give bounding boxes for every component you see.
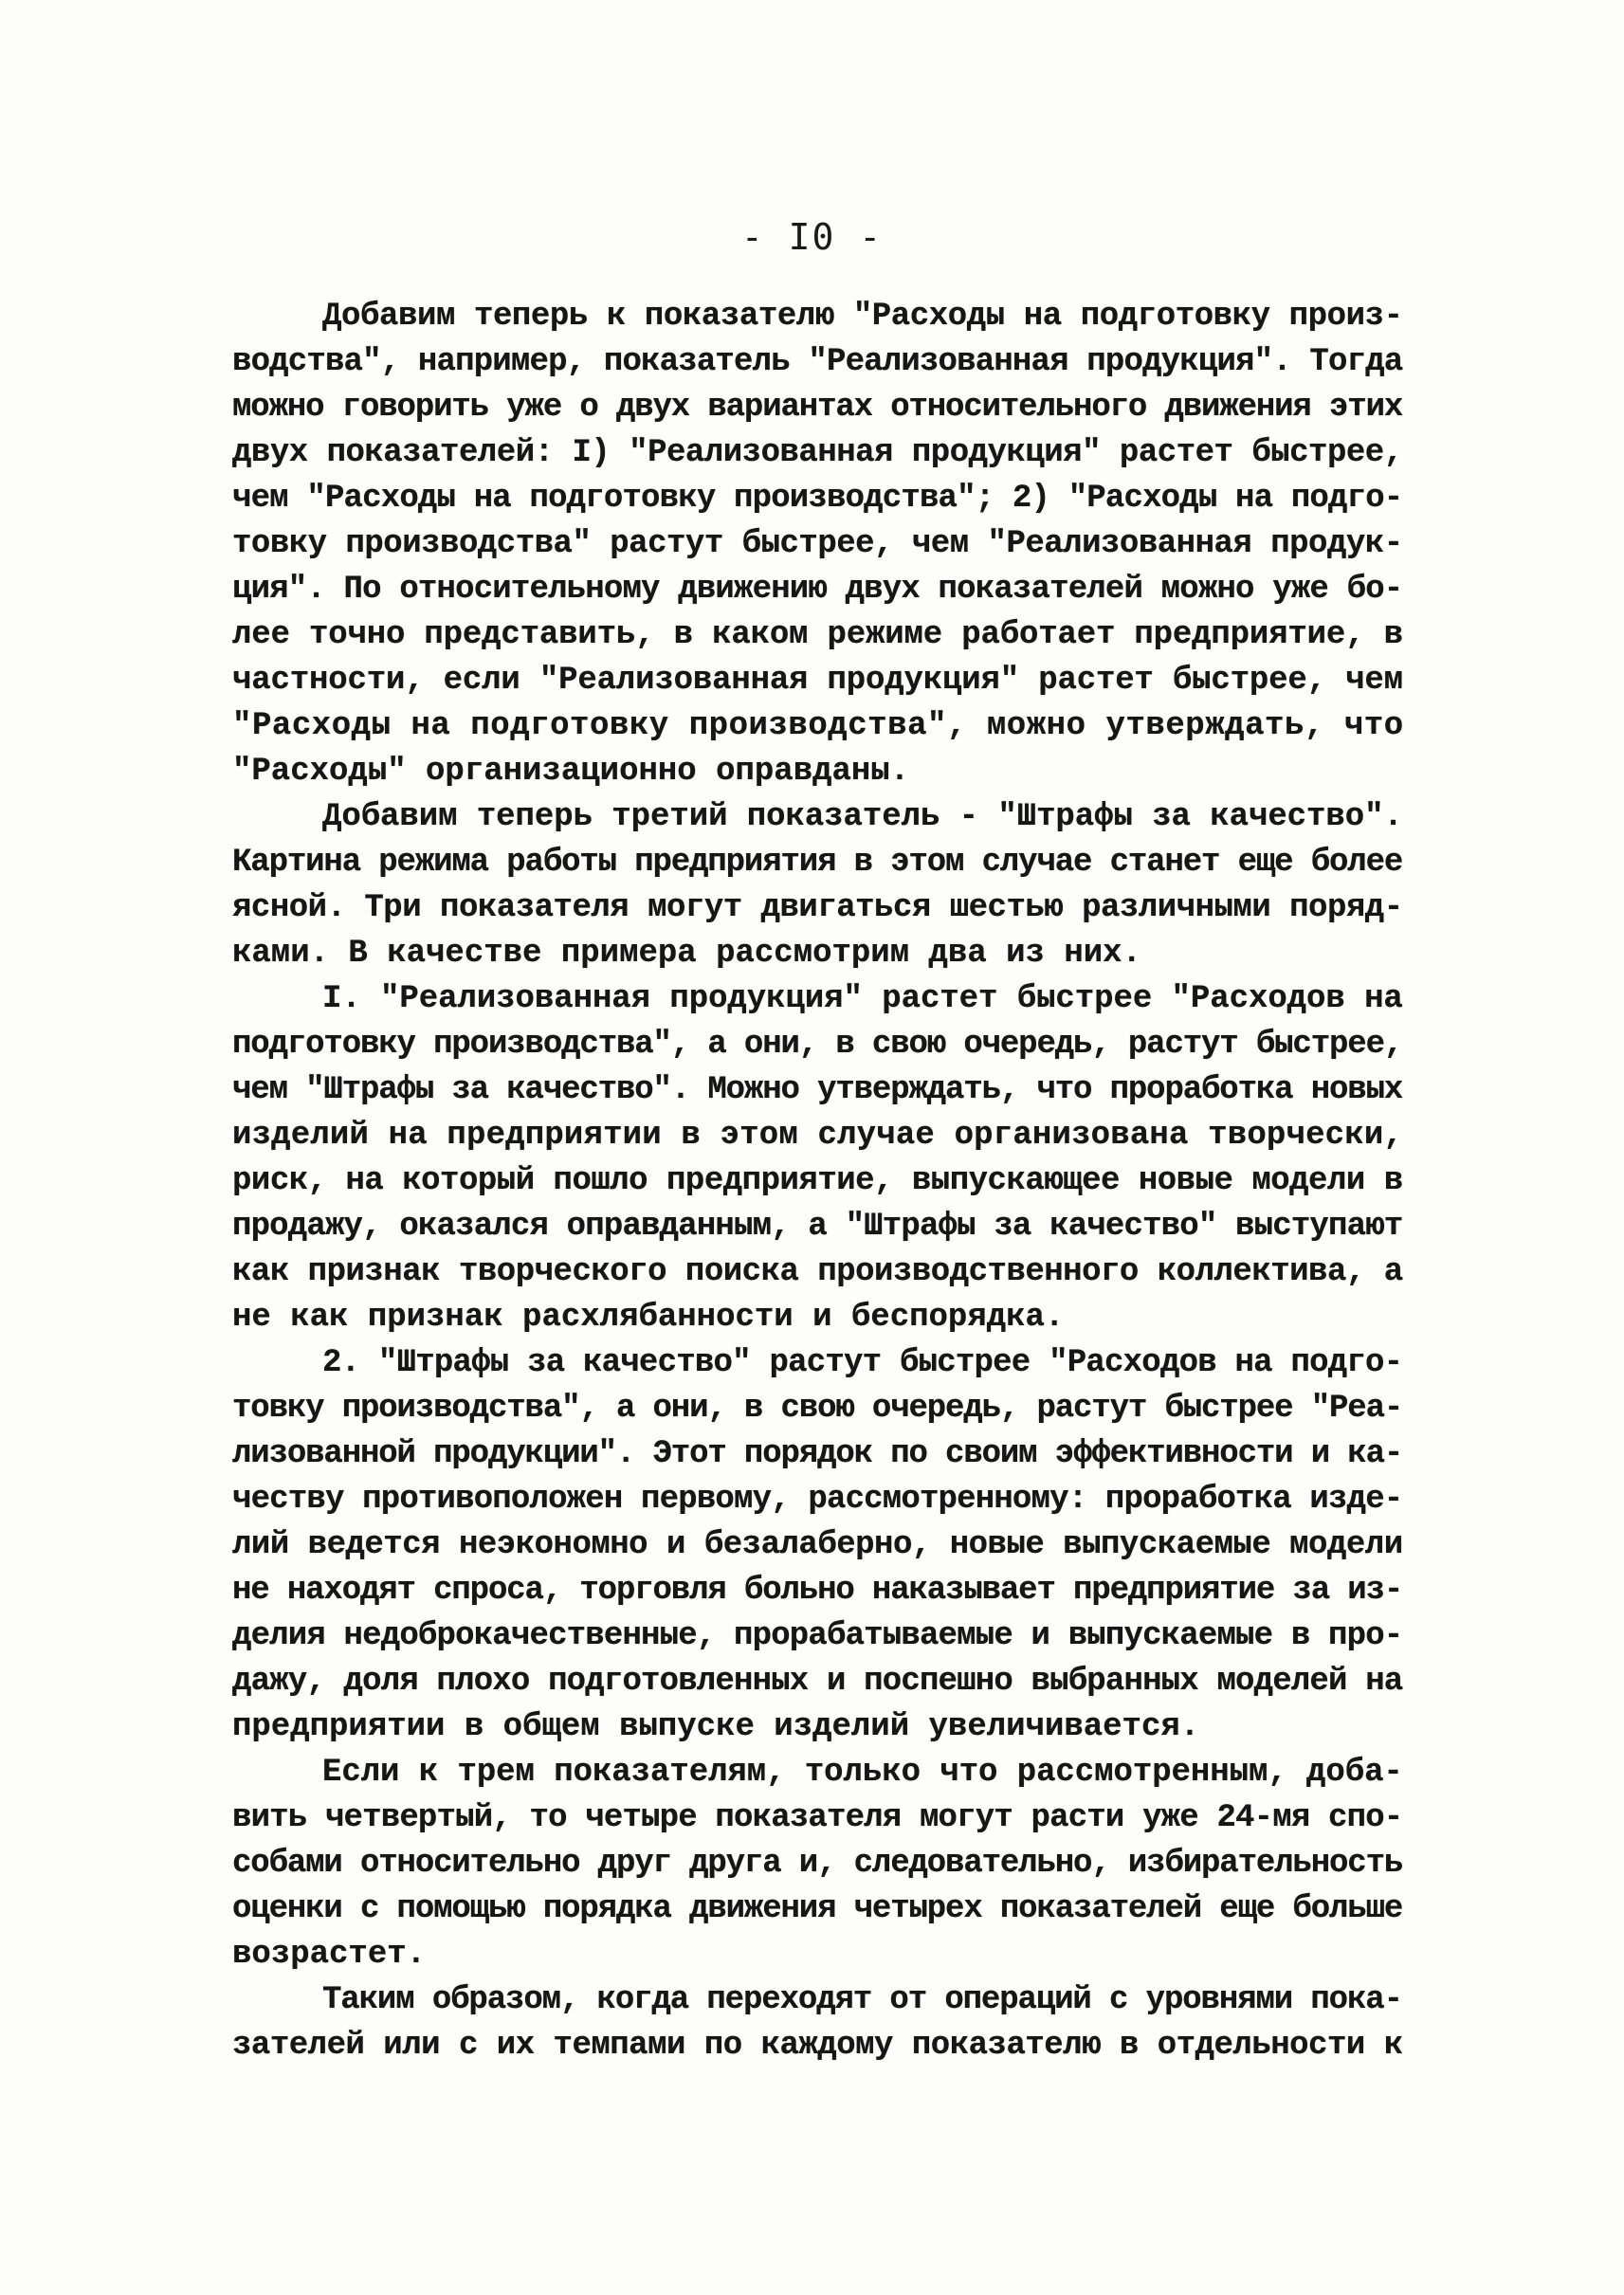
text-line: дажу, доля плохо подготовленных и поспешно выбранных моделей на — [232, 1664, 1403, 1700]
text-line: как признак творческого поиска производственного коллектива, а — [232, 1254, 1403, 1290]
text-line: риск, на который пошло предприятие, выпускающее новые модели в — [232, 1163, 1403, 1199]
text-line: вить четвертый, то четыре показателя могут расти уже 24-мя спо- — [232, 1800, 1403, 1836]
text-line: Добавим теперь третий показатель - "Штрафы за качество". — [322, 799, 1403, 835]
text-line: ками. В качестве примера рассмотрим два из них. — [232, 936, 1141, 972]
text-line: не находят спроса, торговля больно наказывает предприятие за из- — [232, 1573, 1403, 1609]
text-line: Если к трем показателям, только что рассмотренным, доба- — [322, 1755, 1403, 1791]
text-line: двух показателей: I) "Реализованная продукция" растет быстрее, — [232, 435, 1403, 471]
text-line: I. "Реализованная продукция" растет быстрее "Расходов на — [322, 981, 1403, 1017]
text-line: лее точно представить, в каком режиме работает предприятие, в — [232, 617, 1403, 653]
text-line: чем "Штрафы за качество". Можно утверждать, что проработка новых — [232, 1072, 1403, 1108]
text-line: можно говорить уже о двух вариантах относительного движения этих — [232, 390, 1403, 426]
text-line: Таким образом, когда переходят от операций с уровнями пока- — [322, 1982, 1402, 2018]
text-line: Добавим теперь к показателю "Расходы на подготовку произ- — [322, 299, 1403, 335]
text-line: частности, если "Реализованная продукция" растет быстрее, чем — [232, 663, 1403, 699]
text-line: товку производства" растут быстрее, чем "Реализованная продук- — [232, 526, 1403, 562]
text-line: не как признак расхлябанности и беспорядка. — [232, 1300, 1065, 1336]
text-line: возрастет. — [232, 1937, 427, 1973]
text-line: чем "Расходы на подготовку производства"; 2) "Расходы на подго- — [232, 481, 1403, 517]
text-line: товку производства", а они, в свою очередь, растут быстрее "Реа- — [232, 1391, 1403, 1427]
text-line: зателей или с их темпами по каждому показателю в отдельности к — [232, 2028, 1403, 2064]
text-line: изделий на предприятии в этом случае организована творчески, — [232, 1118, 1403, 1154]
text-line: продажу, оказался оправданным, а "Штрафы за качество" выступают — [232, 1209, 1403, 1245]
text-line: 2. "Штрафы за качество" растут быстрее "Расходов на подго- — [322, 1345, 1403, 1381]
text-line: "Расходы на подготовку производства", можно утверждать, что — [232, 708, 1404, 744]
text-line: подготовку производства", а они, в свою очередь, растут быстрее, — [232, 1027, 1403, 1063]
text-line: Картина режима работы предприятия в этом случае станет еще более — [232, 845, 1403, 881]
text-line: ясной. Три показателя могут двигаться шестью различными поряд- — [232, 890, 1403, 926]
text-line: лизованной продукции". Этот порядок по своим эффективности и ка- — [232, 1436, 1403, 1472]
text-line: "Расходы" организационно оправданы. — [232, 754, 910, 790]
body-text — [232, 294, 1403, 2068]
text-line: делия недоброкачественные, прорабатываемые и выпускаемые в про- — [232, 1618, 1403, 1654]
text-line: лий ведется неэкономно и безалаберно, новые выпускаемые модели — [232, 1527, 1403, 1563]
text-line: ция". По относительному движению двух показателей можно уже бо- — [232, 572, 1403, 608]
text-line: оценки с помощью порядка движения четырех показателей еще больше — [232, 1891, 1403, 1927]
page-number: - I0 - — [740, 216, 884, 258]
text-line: собами относительно друг друга и, следовательно, избирательность — [232, 1846, 1403, 1882]
text-line: предприятии в общем выпуске изделий увеличивается. — [232, 1709, 1200, 1745]
text-line: водства", например, показатель "Реализованная продукция". Тогда — [232, 344, 1403, 380]
text-line: честву противоположен первому, рассмотренному: проработка изде- — [232, 1482, 1403, 1518]
